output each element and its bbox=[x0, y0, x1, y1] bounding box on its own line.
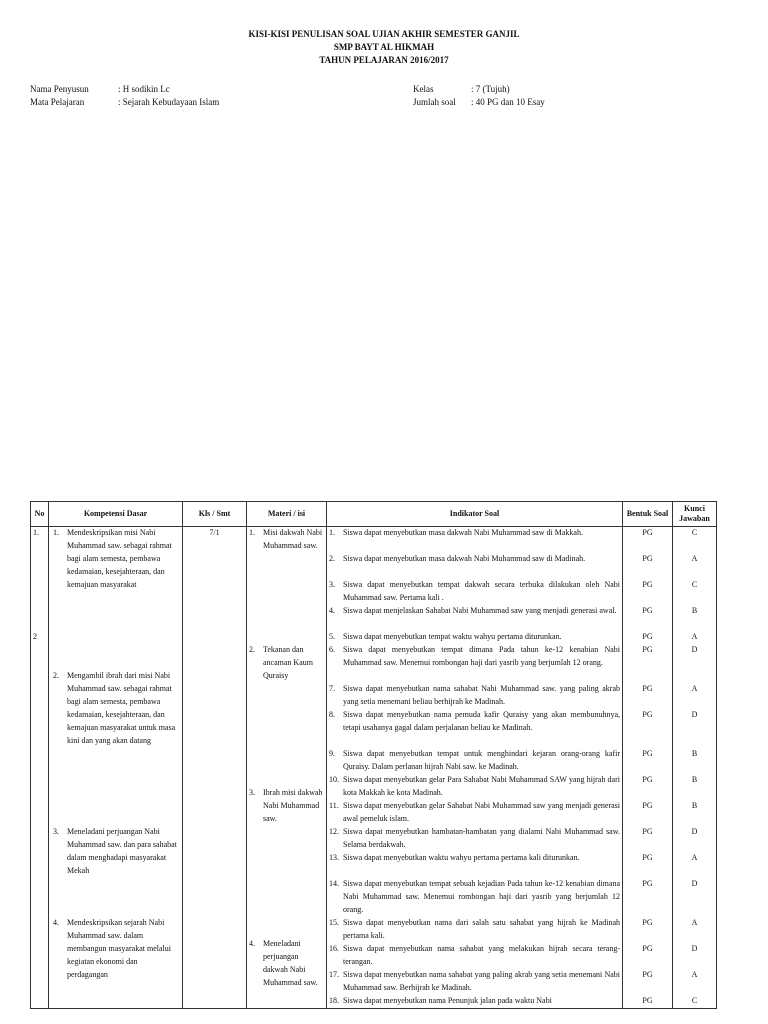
bentuk-value: PG bbox=[642, 944, 653, 953]
header-materi: Materi / isi bbox=[247, 502, 327, 527]
bentuk-cell bbox=[623, 527, 673, 1009]
kd-number: 4. bbox=[53, 918, 59, 927]
jumlah-value: : 40 PG dan 10 Esay bbox=[471, 97, 545, 107]
kd-item bbox=[51, 527, 180, 670]
header-indikator: Indikator Soal bbox=[327, 502, 623, 527]
kunci-value: D bbox=[691, 944, 698, 953]
indikator-number: 8. bbox=[329, 710, 335, 719]
kunci-value: D bbox=[691, 879, 698, 888]
kd-text: Mendeskripsikan sejarah Nabi Muhammad saw. dalam membangun masyarakat melalui kegiatan ekonomi dan perdagangan bbox=[67, 918, 171, 979]
indikator-number: 1. bbox=[329, 528, 335, 537]
indikator-item bbox=[329, 774, 620, 800]
indikator-number: 2. bbox=[329, 554, 335, 563]
bentuk-value: PG bbox=[642, 879, 653, 888]
kls-value: 7/1 bbox=[209, 528, 220, 537]
indikator-text: Siswa dapat menyebutkan nama sahabat yang paling akrab yang setia menemani Nabi Muhammad saw. Berhijrah ke Madinah. bbox=[343, 970, 620, 992]
indikator-text: Siswa dapat menyebutkan tempat sebuah kejadian Pada tahun ke-12 kenabian dimana Nabi Muhammad saw. Menemui rombongan haji dari yasrib yang berjumlah 12 orang. bbox=[343, 879, 620, 914]
row-number: 1. bbox=[33, 528, 39, 537]
indikator-number: 9. bbox=[329, 749, 335, 758]
bentuk-value: PG bbox=[642, 775, 653, 784]
kunci-value: D bbox=[691, 645, 698, 654]
bentuk-value: PG bbox=[642, 710, 653, 719]
materi-text: Ibrah misi dakwah Nabi Muhammad saw. bbox=[263, 788, 323, 823]
indikator-item bbox=[329, 878, 620, 917]
kunci-value: C bbox=[691, 580, 698, 589]
kunci-value: A bbox=[691, 684, 698, 693]
bentuk-value: PG bbox=[642, 606, 653, 615]
kunci-value: B bbox=[691, 606, 698, 615]
indikator-text: Siswa dapat menyebutkan gelar Sahabat Nabi Muhammad saw yang menjadi generasi awal pemeluk islam. bbox=[343, 801, 620, 823]
indikator-number: 11. bbox=[329, 801, 339, 810]
kunci-value: C bbox=[691, 528, 698, 537]
bentuk-value: PG bbox=[642, 853, 653, 862]
indikator-number: 3. bbox=[329, 580, 335, 589]
kunci-value: A bbox=[691, 918, 698, 927]
kunci-value: C bbox=[691, 996, 698, 1005]
bentuk-value: PG bbox=[642, 918, 653, 927]
bentuk-value: PG bbox=[642, 632, 653, 641]
kunci-value: D bbox=[691, 827, 698, 836]
materi-item bbox=[249, 527, 324, 644]
school-name: SMP BAYT AL HIKMAH bbox=[333, 42, 435, 52]
indikator-text: Siswa dapat menyebutkan nama pemuda kafir Quraisy yang akan membunuhnya, tetapi usahanya gagal dalam perjalanan beliau ke Madinah. bbox=[343, 710, 620, 732]
indikator-text: Siswa dapat menyebutkan tempat untuk menghindari kejaran orang-orang kafir Quraisy. Dalam perlanan hijrah Nabi saw. ke Madinah. bbox=[343, 749, 620, 771]
indikator-text: Siswa dapat menjelaskan Sahabat Nabi Muhammad saw yang menjadi generasi awal. bbox=[343, 606, 617, 615]
materi-text: Tekanan dan ancaman Kaum Quraisy bbox=[263, 645, 313, 680]
kls-cell bbox=[183, 527, 247, 1009]
kunci-value: B bbox=[691, 775, 698, 784]
header-no: No bbox=[31, 502, 49, 527]
kd-item bbox=[51, 670, 180, 826]
kelas-value: : 7 (Tujuh) bbox=[471, 84, 510, 94]
indikator-item bbox=[329, 943, 620, 969]
indikator-number: 17. bbox=[329, 970, 339, 979]
no-cell bbox=[31, 527, 49, 1009]
table-body-row bbox=[31, 527, 717, 1009]
materi-item bbox=[249, 787, 324, 938]
jumlah-label: Jumlah soal bbox=[413, 97, 456, 107]
penyusun-label: Nama Penyusun bbox=[30, 84, 89, 94]
row-number: 2 bbox=[33, 632, 37, 641]
academic-year: TAHUN PELAJARAN 2016/2017 bbox=[319, 55, 449, 65]
indikator-text: Siswa dapat menyebutkan nama dari salah satu sahabat yang hijrah ke Madinah pertama kali. bbox=[343, 918, 620, 940]
kunci-value: B bbox=[691, 749, 698, 758]
materi-text: Meneladani perjuangan dakwah Nabi Muhammad saw. bbox=[263, 939, 318, 987]
indikator-item bbox=[329, 800, 620, 826]
kunci-value: D bbox=[691, 710, 698, 719]
kd-text: Mendeskripsikan misi Nabi Muhammad saw. sebagai rahmat bagi alam semesta, pembawa kedamaian, kesejahteraan, dan kemajuan masyarakat bbox=[67, 528, 172, 589]
kunci-value: A bbox=[691, 970, 698, 979]
kunci-value: A bbox=[691, 853, 698, 862]
indikator-text: Siswa dapat menyebutkan gelar Para Sahabat Nabi Muhammad SAW yang hijrah dari kota Makkah ke kota Madinah. bbox=[343, 775, 620, 797]
penyusun-value: : H sodikin Lc bbox=[118, 84, 170, 94]
bentuk-value: PG bbox=[642, 684, 653, 693]
indikator-text: Siswa dapat menyebutkan tempat dimana Pada tahun ke-12 kenabian Nabi Muhammad saw. Menemui rombongan haji dari yasrib yang berjumlah 12 orang. bbox=[343, 645, 620, 667]
materi-cell bbox=[247, 527, 327, 1009]
doc-title: KISI-KISI PENULISAN SOAL UJIAN AKHIR SEMESTER GANJIL bbox=[248, 29, 520, 39]
kunci-value: B bbox=[691, 801, 698, 810]
bentuk-value: PG bbox=[642, 749, 653, 758]
indikator-number: 14. bbox=[329, 879, 339, 888]
indikator-text: Siswa dapat menyebutkan nama sahabat Nabi Muhammad saw. yang paling akrab yang setia menemani beliau berhijrah ke Madinah. bbox=[343, 684, 620, 706]
header-kunci: Kunci Jawaban bbox=[673, 502, 717, 527]
indikator-item bbox=[329, 579, 620, 605]
materi-number: 1. bbox=[249, 528, 255, 537]
mapel-value: : Sejarah Kebudayaan Islam bbox=[118, 97, 220, 107]
materi-text: Misi dakwah Nabi Muhammad saw. bbox=[263, 528, 323, 550]
indikator-text: Siswa dapat menyebutkan nama Penunjuk jalan pada waktu Nabi bbox=[343, 996, 552, 1005]
indikator-item bbox=[329, 527, 620, 553]
indikator-number: 10. bbox=[329, 775, 339, 784]
indikator-item bbox=[329, 995, 620, 1008]
indikator-item bbox=[329, 826, 620, 852]
indikator-item bbox=[329, 631, 620, 644]
indikator-cell bbox=[327, 527, 623, 1009]
indikator-item bbox=[329, 748, 620, 774]
bentuk-value: PG bbox=[642, 528, 653, 537]
table-header-row bbox=[31, 502, 717, 527]
kd-number: 2. bbox=[53, 671, 59, 680]
kd-number: 3. bbox=[53, 827, 59, 836]
indikator-number: 18. bbox=[329, 996, 339, 1005]
indikator-text: Siswa dapat menyebutkan tempat waktu wahyu pertama diturunkan. bbox=[343, 632, 562, 641]
indikator-text: Siswa dapat menyebutkan tempat dakwah secara terbuka dilakukan oleh Nabi Muhammad saw. Pertama kali . bbox=[343, 580, 620, 602]
materi-number: 3. bbox=[249, 788, 255, 797]
indikator-item bbox=[329, 917, 620, 943]
kunci-value: A bbox=[691, 632, 698, 641]
indikator-number: 12. bbox=[329, 827, 339, 836]
kunci-value: A bbox=[691, 554, 698, 563]
kd-text: Mengambil ibrah dari misi Nabi Muhammad saw. sebagai rahmat bagi alam semesta, pembawa kedamaian, kesejahteraan, dan kemajuan masyarakat untuk masa kini dan yang akan datang bbox=[67, 671, 176, 745]
bentuk-value: PG bbox=[642, 801, 653, 810]
indikator-item bbox=[329, 644, 620, 683]
kisi-table bbox=[30, 501, 717, 1009]
kelas-label: Kelas bbox=[413, 84, 434, 94]
kd-cell bbox=[49, 527, 183, 1009]
bentuk-value: PG bbox=[642, 827, 653, 836]
materi-number: 2. bbox=[249, 645, 255, 654]
materi-item bbox=[249, 644, 324, 787]
indikator-item bbox=[329, 683, 620, 709]
kd-number: 1. bbox=[53, 528, 59, 537]
indikator-number: 7. bbox=[329, 684, 335, 693]
kd-item bbox=[51, 826, 180, 917]
bentuk-value: PG bbox=[642, 554, 653, 563]
indikator-text: Siswa dapat menyebutkan masa dakwah Nabi Muhammad saw di Makkah. bbox=[343, 528, 583, 537]
indikator-number: 6. bbox=[329, 645, 335, 654]
indikator-number: 16. bbox=[329, 944, 339, 953]
kunci-cell bbox=[673, 527, 717, 1009]
indikator-item bbox=[329, 605, 620, 631]
header-kls: Kls / Smt bbox=[183, 502, 247, 527]
bentuk-value: PG bbox=[642, 996, 653, 1005]
indikator-text: Siswa dapat menyebutkan waktu wahyu pertama pertama kali diturunkan. bbox=[343, 853, 580, 862]
indikator-number: 13. bbox=[329, 853, 339, 862]
header-kd: Kompetensi Dasar bbox=[49, 502, 183, 527]
bentuk-value: PG bbox=[642, 970, 653, 979]
kd-item bbox=[51, 917, 180, 982]
mapel-label: Mata Pelajaran bbox=[30, 97, 85, 107]
header-bentuk: Bentuk Soal bbox=[623, 502, 673, 527]
indikator-text: Siswa dapat menyebutkan nama sahabat yang melakukan hijrah secara terang-terangan. bbox=[343, 944, 620, 966]
bentuk-value: PG bbox=[642, 645, 653, 654]
indikator-text: Siswa dapat menyebutkan masa dakwah Nabi Muhammad saw di Madinah. bbox=[343, 554, 586, 563]
kd-text: Meneladani perjuangan Nabi Muhammad saw. dan para sahabat dalam menghadapi masyarakat Mekah bbox=[67, 827, 177, 875]
indikator-item bbox=[329, 852, 620, 878]
bentuk-value: PG bbox=[642, 580, 653, 589]
indikator-number: 4. bbox=[329, 606, 335, 615]
indikator-number: 5. bbox=[329, 632, 335, 641]
indikator-item bbox=[329, 709, 620, 748]
indikator-text: Siswa dapat menyebutkan hambatan-hambatan yang dialami Nabi Muhammad saw. Selama berdakwah. bbox=[343, 827, 620, 849]
indikator-item bbox=[329, 553, 620, 579]
materi-number: 4. bbox=[249, 939, 255, 948]
indikator-number: 15. bbox=[329, 918, 339, 927]
indikator-item bbox=[329, 969, 620, 995]
materi-item bbox=[249, 938, 324, 990]
